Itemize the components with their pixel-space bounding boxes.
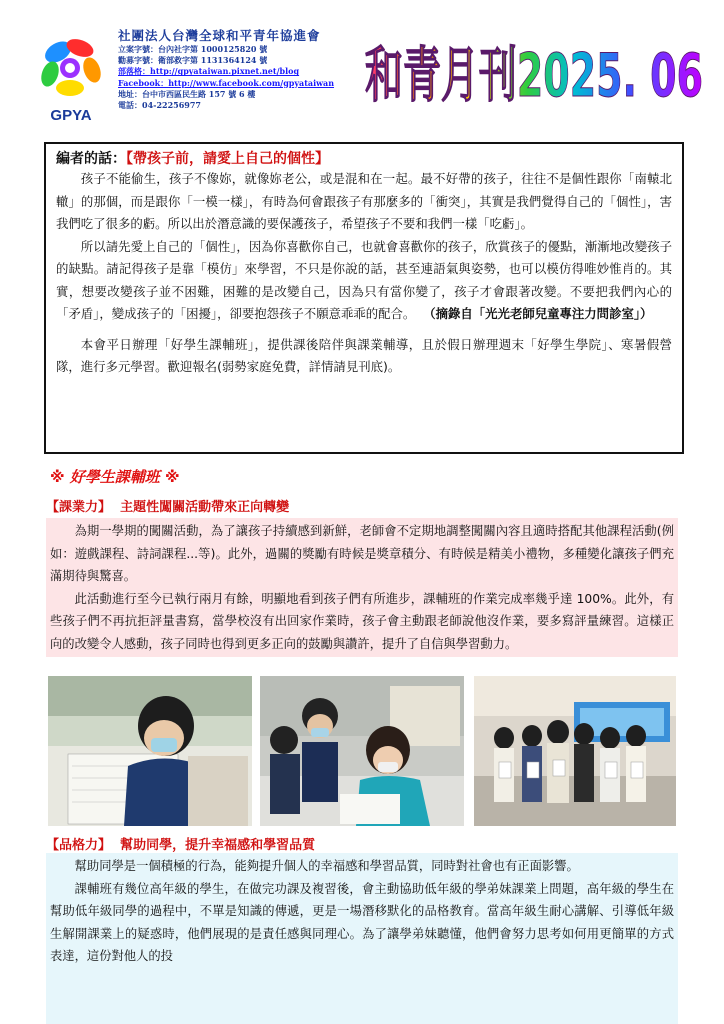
editor-heading — [56, 148, 672, 168]
registration-number: 立案字號：台內社字第 1000125820 號 — [118, 44, 268, 54]
masthead-text: 和青月刊2025. 06 — [365, 41, 703, 111]
subsection-1-paragraph-2: 此活動進行至今已執行兩月有餘，明顯地看到孩子們有所進步，課輔班的作業完成率幾乎達 100%。此外，有些孩子們不再抗拒評量書寫，當學校沒有出回家作業時，孩子會主動跟老師說他沒作業，要多寫評量練習。這樣正向的改變令人感動，孩子同時也得到更多正向的鼓勵與讚許，提升了自信與學習動力。 — [50, 591, 674, 651]
editor-paragraph-1: 孩子不能偷生，孩子不像妳，就像妳老公，或是混和在一起。最不好帶的孩子，往往不是個性跟你「南轅北轍」的那個，而是跟你「一模一樣」，有時為何會跟孩子有那麼多的「衝突」，其實是我們覺得自己的「個性」，害我們吃了很多的虧。所以出於潛意識的要保護孩子，希望孩子不要和我們一樣「吃虧」。 — [56, 171, 672, 231]
subsection-2-title: 幫助同學，提升幸福感和學習品質 — [120, 838, 316, 853]
subsection-1-paragraph-1: 為期一學期的闖關活動，為了讓孩子持續感到新鮮，老師會不定期地調整闖關內容且適時搭配其他課程活動(例如：遊戲課程、詩詞課程...等)。此外，過關的獎勵有時候是獎章積分、有時候是精美小禮物，多種變化讓孩子們充滿期待與驚喜。 — [50, 524, 674, 583]
class-notice: 本會平日辦理「好學生課輔班」，提供課後陪伴與課業輔導，且於假日辦理週末「好學生學院」、寒暑假營隊，進行多元學習。歡迎報名(弱勢家庭免費，詳情請見刊底)。 — [56, 336, 672, 374]
address: 地址：台中市西區民生路 157 號 6 樓 — [118, 88, 256, 99]
photo-student-writing — [48, 676, 252, 826]
org-name: 社團法人台灣全球和平青年協進會 — [118, 28, 321, 43]
subsection-1-heading — [46, 496, 289, 515]
masthead-title — [363, 22, 708, 122]
editor-paragraph-2-text: 所以請先愛上自己的「個性」，因為你喜歡你自己，也就會喜歡你的孩子，欣賞孩子的優點，漸漸地改變孩子的缺點。請記得孩子是靠「模仿」來學習，不只是你說的話，甚至連語氣與姿勢，也可以模仿得唯妙惟肖的。其實，想要改變孩子並不困難，困難的是改變自己，因為只有當你變了，孩子才會跟著改變。不要把我們內心的「矛盾」，變成孩子的「困擾」，卻要抱怨孩子不願意乖乖的配合。 — [56, 238, 672, 321]
subsection-2-paragraph-2: 課輔班有幾位高年級的學生，在做完功課及複習後，會主動協助低年級的學弟妹課業上問題，高年級的學生在幫助低年級同學的過程中，不單是知識的傳遞，更是一場潛移默化的品格教育。當高年級生耐心講解、引導低年級生解開課業上的疑惑時，他們展現的是責任感與同理心。為了讓學弟妹聽懂，他們會努力思考如何用更簡單的方式表達，這份對他人的投 — [50, 881, 674, 963]
section-title: ※ 好學生課輔班 ※ — [50, 468, 180, 486]
editor-note-box — [44, 142, 684, 454]
subsection-2-body — [46, 853, 678, 1024]
header — [30, 22, 703, 132]
subsection-2-heading — [46, 834, 315, 853]
fundraising-number: 勸募字號：衛部救字第 1131364124 號 — [118, 55, 268, 66]
photo-tutoring-session — [260, 676, 464, 826]
editor-label: 編者的話： — [56, 151, 126, 167]
blog-link[interactable]: 部落格：http://gpyataiwan.pixnet.net/blog — [118, 66, 300, 77]
subsection-1-title: 主題性闖關活動帶來正向轉變 — [120, 500, 290, 515]
facebook-link[interactable]: Facebook：http://www.facebook.com/gpyataiwan — [118, 77, 335, 88]
phone: 電話：04-22256977 — [118, 100, 201, 111]
subsection-1-body — [46, 518, 678, 657]
editor-paragraph-2 — [56, 236, 672, 326]
editor-title: 【帶孩子前，請愛上自己的個性】 — [126, 151, 329, 167]
photo-students-with-awards — [474, 676, 676, 826]
org-info — [118, 26, 334, 111]
subsection-1-tag: 【課業力】 — [46, 500, 112, 515]
subsection-2-paragraph-1: 幫助同學是一個積極的行為，能夠提升個人的幸福感和學習品質，同時對社會也有正面影響。 — [74, 859, 579, 873]
quote-source: （摘錄自「光光老師兒童專注力問診室」） — [423, 306, 653, 321]
subsection-2-tag: 【品格力】 — [46, 838, 112, 853]
gpya-logo — [30, 26, 112, 126]
logo-text: GPYA — [50, 107, 92, 124]
